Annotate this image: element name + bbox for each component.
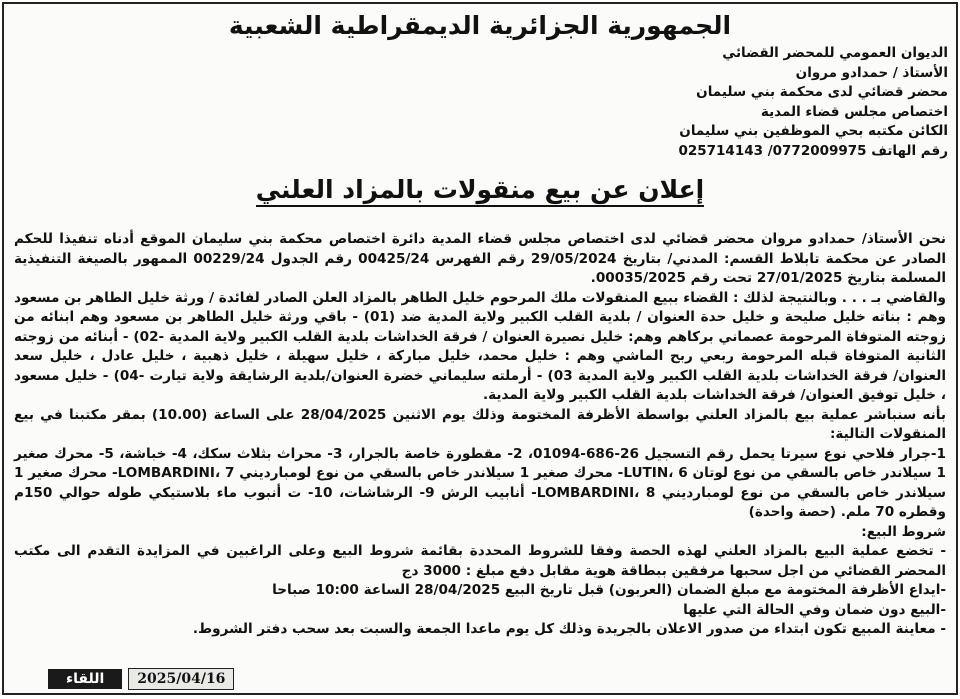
announcement-title bbox=[4, 174, 956, 206]
conditions-heading: شروط البيع: bbox=[861, 523, 946, 540]
publication-date: 2025/04/16 bbox=[128, 668, 234, 690]
office-line: اختصاص مجلس قضاء المدية bbox=[760, 103, 948, 120]
paragraph-parties: والقاضي بـ . . . وبالنتيجة لذلك : القضاء ببيع المنقولات ملك المرحوم خليل الطاهر بالمزاد العلن الصادر لفائدة / ورثة خليل الطاهر بن مسعود وهم : بناته خليل صليحة و خليل حدة العنوان / بلدية القلب الكبير ولاية المدية ضد (01) - باقي ورثة خليل الطاهر بن مسعود وهم ابنائه من زوجته المتوفاة المرحومة عصماني بركاهم وهم: خليل نصيرة العنوان / فرقة الخداشات بلدية القلب الكبير ولاية المدية -02) - أبنائه من زوجته الثانية المتوفاة قبله المرحومة ربعي ربح الماشي وهم : خليل محمد، خليل مباركة ، خليل سهيلة ، خليل ذهبية ، خليل عادل ، خليل سعد العنوان/ فرقة الخداشات بلدية القلب الكبير ولاية المدية 03) - أرملته سليماني خضرة العنوان/بلدية الرشايقة ولاية تيارت -04) - خليل مسعود ، خليل توفيق العنوان/ فرقة الخداشات بلدية القلب الكبير ولاية المدية. bbox=[14, 289, 946, 403]
condition-item: -ايداع الأظرفة المختومة مع مبلغ الضمان (العربون) قبل تاريخ البيع 28/04/2025 الساعة 10:00 صباحا bbox=[272, 582, 946, 598]
office-line: الكائن مكتبه بحي الموظفين بني سليمان bbox=[679, 123, 948, 139]
condition-item: -البيع دون ضمان وفي الحالة التي عليها bbox=[683, 601, 946, 618]
legal-notice-page bbox=[2, 2, 958, 695]
announcement-title-text: إعلان عن بيع منقولات بالمزاد العلني bbox=[256, 175, 704, 207]
paragraph-preamble: نحن الأستاذ/ حمدادو مروان محضر قضائي لدى اختصاص مجلس قضاء المدية دائرة اختصاص محكمة بني سليمان الموقع أدناه تنفيذا للحكم الصادر عن محكمة تابلاط القسم: المدني/ بتاريخ 29/05/2024 رقم الفهرس 00425/24 رقم الجدول 00229/24 الممهور بالصيغة التنفيذية المسلمة بتاريخ 27/01/2025 تحت رقم 00035/2025. bbox=[14, 231, 946, 286]
republic-heading: الجمهورية الجزائرية الديمقراطية الشعبية bbox=[228, 11, 732, 40]
office-line: الأستاذ / حمدادو مروان bbox=[795, 64, 948, 81]
newspaper-name: اللقاء bbox=[48, 669, 122, 689]
office-line: محضر قضائي لدى محكمة بني سليمان bbox=[696, 84, 948, 100]
paragraph-items: 1-جرار فلاحي نوع سيرتا يحمل رقم التسجيل 26-686-01094، 2- مقطورة خاصة بالجرار، 3- محراث بثلاث سكك، 4- خباشة، 5- محرك صغير 1 سيلاندر خاص بالسقي من نوع لوتان LUTIN، 6- محرك صغير 1 سيلاندر خاص بالسقي من نوع لومبارديني LOMBARDINI، 7- محرك صغير 1 سيلاندر خاص بالسقي من نوع لومبارديني LOMBARDINI، 8- أنابيب الرش 9- الرشاشات، 10- ت أنبوب ماء بلاستيكي طوله حوالي 150م وقطره 70 ملم. (حصة واحدة) bbox=[14, 445, 946, 520]
notice-body bbox=[14, 230, 946, 640]
condition-item: - معاينة المبيع تكون ابتداء من صدور الاعلان بالجريدة وذلك كل يوم ماعدا الجمعة والسبت بعد سحب دفتر الشروط. bbox=[192, 621, 946, 637]
paragraph-sale-date: بأنه سنباشر عملية بيع بالمزاد العلني بواسطة الأظرفة المختومة وذلك يوم الاثنين 28/04/2025 على الساعة (10.00) بمقر مكتبنا في بيع المنقولات التالية: bbox=[14, 406, 946, 442]
phone-line: رقم الهاتف 0772009975/ 025714143 bbox=[678, 142, 948, 159]
publication-footer bbox=[44, 669, 234, 689]
bailiff-office-info bbox=[678, 44, 948, 161]
condition-item: - تخضع عملية البيع بالمزاد العلني لهذه الحصة وفقا للشروط المحددة بقائمة شروط البيع وعلى الراغبين في المزايدة التقدم الى مكتب المحضر القضائي من اجل سحبها مرفقين ببطاقة هوية مقابل دفع مبلغ : 3000 دج bbox=[14, 543, 946, 579]
office-line: الديوان العمومي للمحضر القضائي bbox=[722, 45, 948, 61]
